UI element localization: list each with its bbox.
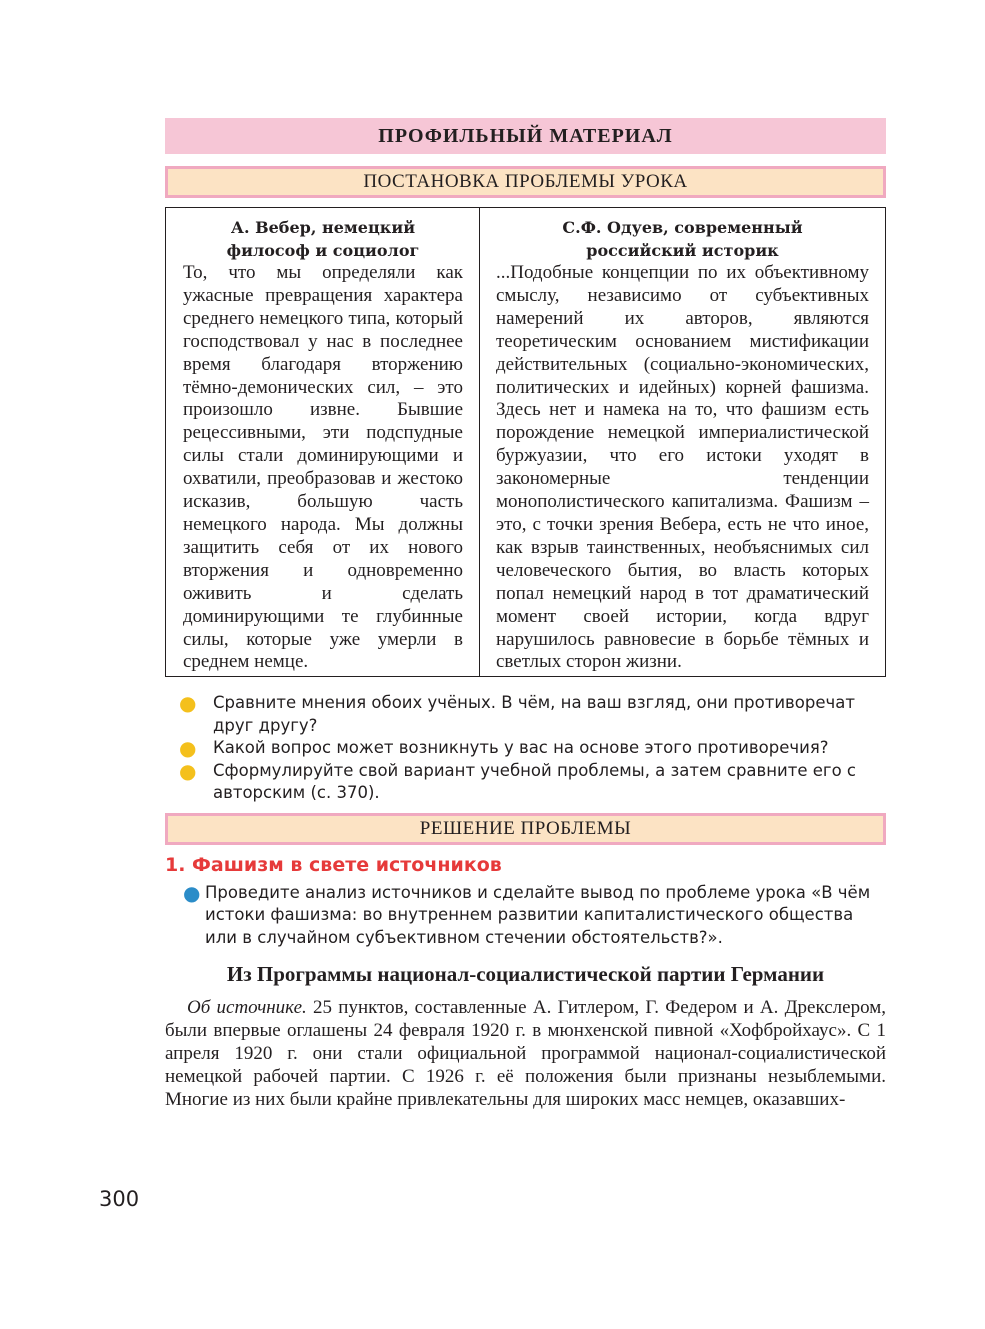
yellow-bullet-icon: ● [179, 758, 197, 783]
question-item [179, 737, 886, 760]
oduev-author-line2: российский историк [586, 241, 779, 260]
weber-author-line1: А. Вебер, немецкий [230, 218, 416, 237]
profile-material-label: ПРОФИЛЬНЫЙ МАТЕРИАЛ [378, 124, 673, 147]
task-block [165, 882, 886, 950]
task-text: Проведите анализ источников и сделайте вывод по проблеме урока «В чём истоки фашизма: во внутреннем развитии капиталистического общества или в случайном субъективном стечении обстоятельств?». [205, 882, 871, 947]
question-text: Сравните мнения обоих учёных. В чём, на ваш взгляд, они противоречат друг другу? [213, 693, 855, 735]
source-text: 25 пунктов, составленные А. Гитлером, Г. Федером и А. Дрекслером, были впервые оглашены 24 февраля 1920 г. в мюнхенской пивной «Хофбройхаус». С 1 апреля 1920 г. они стали официальной программой национал-социалистической немецкой рабочей партии. С 1926 г. её положения были признаны незыблемыми. Многие из них были крайне привлекательны для широких масс немцев, оказавших- [165, 997, 886, 1111]
oduev-quote-text: ...Подобные концепции по их объективному смыслу, независимо от субъективных намерений их авторов, являются теоретическим основанием мистификации действительных (социально-экономических, политических и идейных) корней фашизма. Здесь нет и намека на то, что фашизм есть порождение немецкой империалистической буржуазии, что его истоки уходят в закономерные тенденции монополистического капитализма. Фашизм – это, с точки зрения Вебера, есть не что иное, как взрыв таинственных, необъяснимых сил человеческого бытия, во власть которых попал немецкий народ в тот драматический момент своей истории, когда вдруг нарушилось равновесие в борьбе тёмных и светлых сторон жизни. [496, 262, 869, 673]
question-text: Какой вопрос может возникнуть у вас на основе этого противоречия? [213, 738, 829, 758]
task-item [183, 882, 886, 950]
source-paragraph [165, 996, 886, 1111]
questions-list [165, 692, 886, 805]
question-item [179, 760, 886, 805]
page-content [165, 118, 886, 1111]
source-title: Из Программы национал-социалистической партии Германии [226, 962, 825, 987]
quote-oduev [480, 208, 885, 676]
profile-material-banner [165, 118, 886, 154]
problem-solution-banner [165, 813, 886, 845]
question-text: Сформулируйте свой вариант учебной проблемы, а затем сравните его с авторским (с. 370). [213, 760, 857, 803]
yellow-bullet-icon: ● [179, 691, 197, 716]
oduev-author [496, 216, 869, 262]
problem-statement-banner [165, 166, 886, 198]
page-number: 300 [99, 1187, 140, 1211]
source-lead: Об источнике. [187, 997, 307, 1019]
weber-quote-text: То, что мы определяли как ужасные превращения характера среднего немецкого типа, который господствовал у нас в последнее время благодаря вторжению тёмно-демонических сил, – это произошло извне. Бывшие рецессивными, эти подспудные силы стали доминирующими и охватили, преобразовав и жестоко исказив, большую часть немецкого народа. Мы должны защитить себя от их нового вторжения и одновременно оживить и сделать доминирующими те глубинные силы, которые уже умерли в среднем немце. [183, 262, 463, 673]
yellow-bullet-icon: ● [179, 736, 197, 761]
quotes-table [165, 207, 886, 677]
oduev-author-line1: С.Ф. Одуев, современный [562, 218, 803, 237]
topic-title: 1. Фашизм в свете источников [165, 853, 502, 876]
question-item [179, 692, 886, 737]
weber-author-line2: философ и социолог [226, 241, 420, 260]
blue-bullet-icon: ● [183, 880, 201, 905]
quote-weber [166, 208, 480, 676]
weber-author [183, 216, 463, 262]
problem-solution-label: РЕШЕНИЕ ПРОБЛЕМЫ [419, 817, 632, 839]
problem-statement-label: ПОСТАНОВКА ПРОБЛЕМЫ УРОКА [363, 171, 688, 192]
